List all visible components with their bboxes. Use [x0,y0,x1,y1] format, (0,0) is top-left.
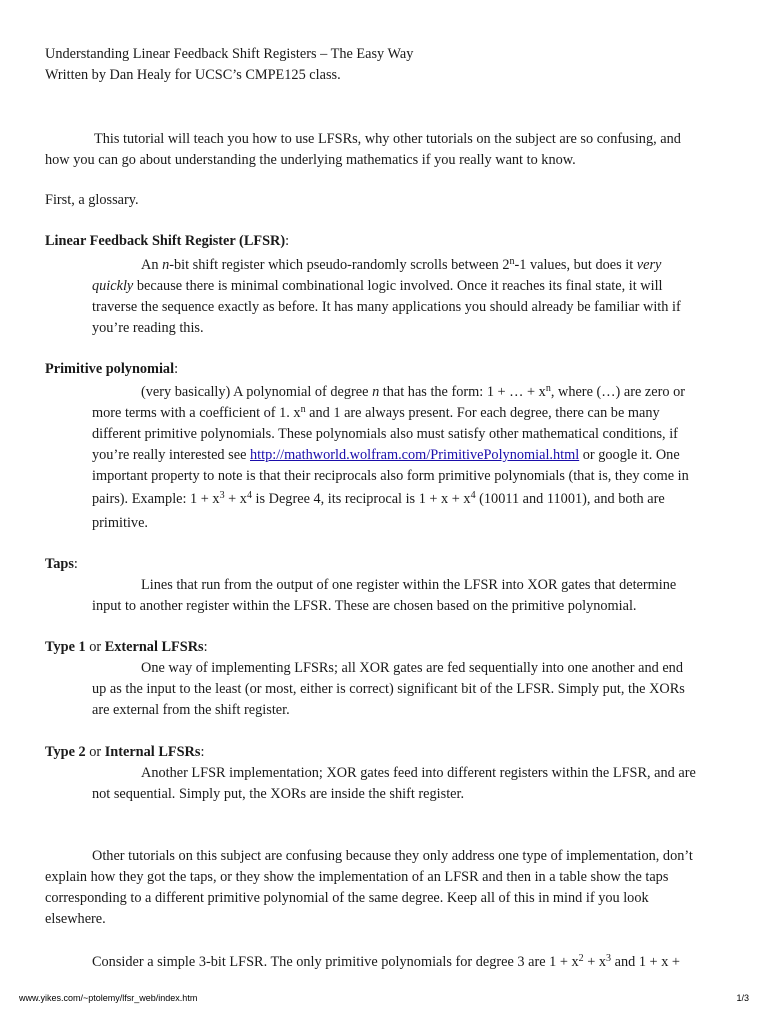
primitive-def-line-5: important property to note is that their reciprocals also form primitive polynomials (that is, they come in [92,468,689,484]
glossary-term-type1: Type 1 or External LFSRs: [45,639,208,655]
primitive-def-line-2: more terms with a coefficient of 1. $x^n$ and 1 are always present. For each degree, there can be many [92,404,660,421]
glossary-term-primitive-polynomial: Primitive polynomial: [45,361,179,377]
lfsr-def-line-4: you’re reading this. [92,320,204,336]
type1-def-line-1: One way of implementing LFSRs; all XOR gates are fed sequentially into one another and end [141,660,683,676]
glossary-term-lfsr: Linear Feedback Shift Register (LFSR): [45,233,290,249]
consider-line-1: Consider a simple 3-bit LFSR. The only primitive polynomials for degree 3 are $1 + x^2 + x^3$ and 1 + x + [92,953,680,970]
other-line-3: corresponding to a different primitive polynomial of the same degree. Keep all of this in mind if you look [45,890,649,906]
lfsr-def-line-3: traverse the sequence exactly as before. It has many applications you should already be familiar with if [92,299,681,315]
primitive-def-line-7: primitive. [92,515,148,531]
type2-def-line-2: not sequential. Simply put, the XORs are inside the shift register. [92,786,465,802]
lfsr-def-line-2: quickly because there is minimal combinational logic involved. Once it reaches its final state, it will [92,278,663,294]
glossary-term-taps: Taps: [45,556,78,572]
primitive-def-line-1: (very basically) A polynomial of degree n that has the form: 1 + … + $x^n$, where (…) are zero or [141,383,685,400]
document-title: Understanding Linear Feedback Shift Registers – The Easy Way [45,46,414,62]
glossary-intro: First, a glossary. [45,192,139,208]
type1-def-line-2: up as the input to the least (or most, either is correct) significant bit of the LFSR. Simply put, the XORs [92,681,685,697]
lfsr-def-line-1: An n-bit shift register which pseudo-randomly scrolls between 2$^n$-1 values, but does it very [141,256,662,273]
footer-url: www.yikes.com/~ptolemy/lfsr_web/index.htm [19,993,198,1003]
document-byline: Written by Dan Healy for UCSC’s CMPE125 class. [45,67,341,83]
other-line-2: explain how they got the taps, or they show the implementation of an LFSR and then in a table show the taps [45,869,669,885]
mathworld-link[interactable]: http://mathworld.wolfram.com/PrimitivePolynomial.html [250,447,580,463]
primitive-def-line-3: different primitive polynomials. These polynomials also must satisfy other mathematical conditions, if [92,426,678,442]
footer-page-number: 1/3 [736,993,749,1003]
taps-def-line-2: input to another register within the LFSR. These are chosen based on the primitive polynomial. [92,598,637,614]
other-line-4: elsewhere. [45,911,106,927]
primitive-def-line-6: pairs). Example: $1 + x^3 + x^4$ is Degree 4, its reciprocal is $1 + x + x^4$ (10011 and 11001), and both are [92,490,665,507]
type2-def-line-1: Another LFSR implementation; XOR gates feed into different registers within the LFSR, and are [141,765,696,781]
other-line-1: Other tutorials on this subject are confusing because they only address one type of implementation, don’t [92,848,693,864]
glossary-term-type2: Type 2 or Internal LFSRs: [45,744,205,760]
taps-def-line-1: Lines that run from the output of one register within the LFSR into XOR gates that determine [141,577,677,593]
type1-def-line-3: are external from the shift register. [92,702,290,718]
primitive-def-line-4: you’re really interested see http://mathworld.wolfram.com/PrimitivePolynomial.html or google it. One [92,447,680,463]
intro-line-1: This tutorial will teach you how to use LFSRs, why other tutorials on the subject are so confusing, and [94,131,681,147]
intro-line-2: how you can go about understanding the underlying mathematics if you really want to know. [45,152,576,168]
